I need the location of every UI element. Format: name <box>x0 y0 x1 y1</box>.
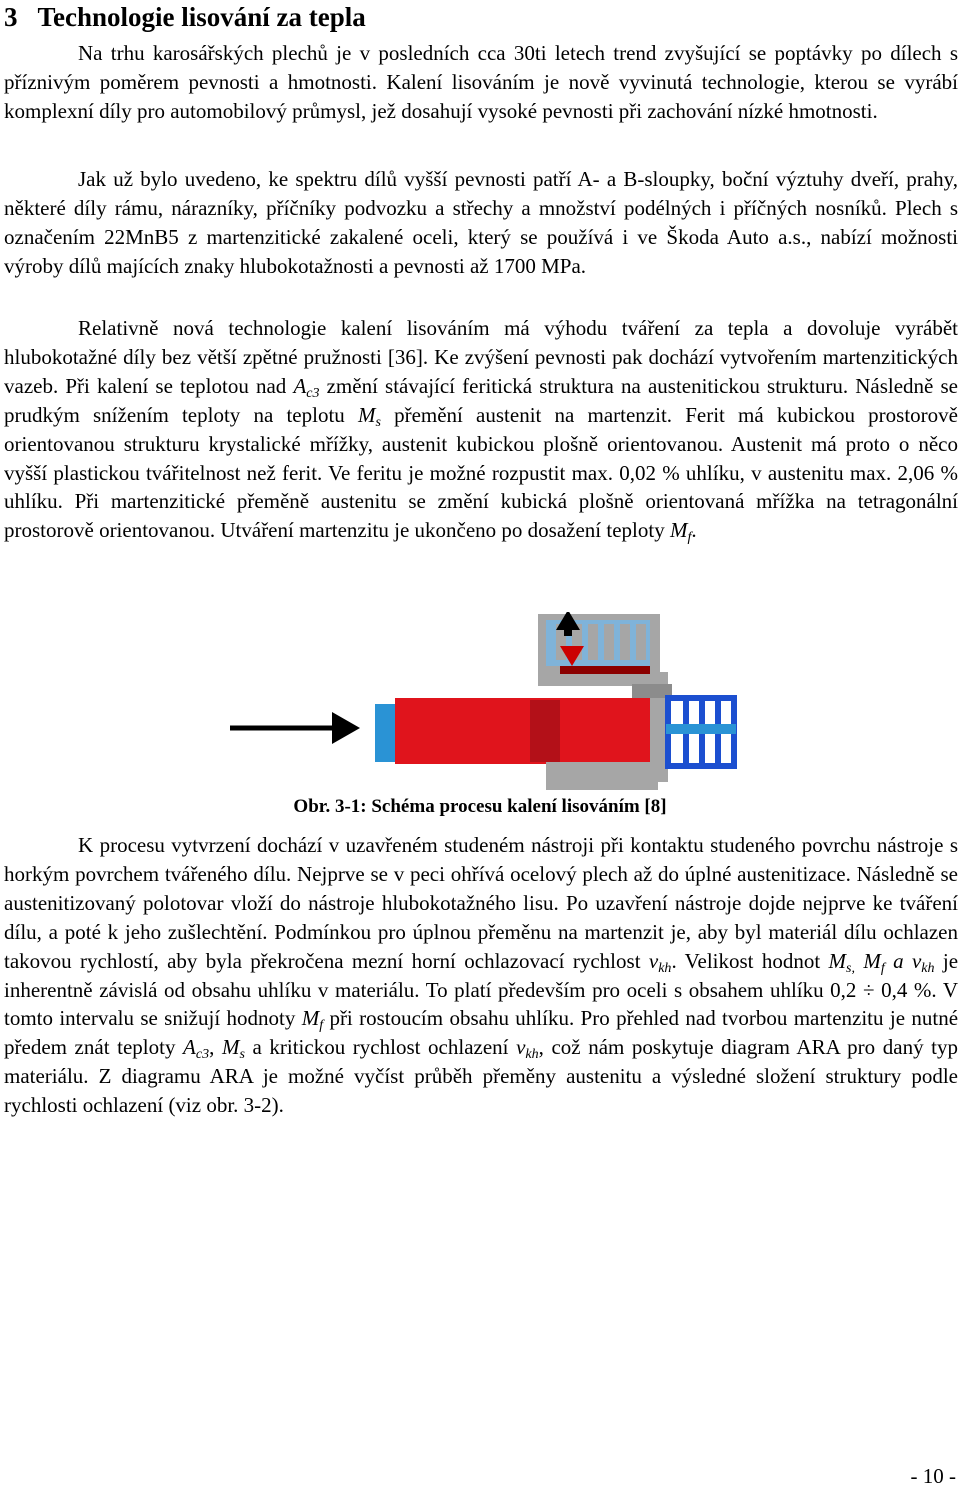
section-heading <box>4 0 366 34</box>
symbol-ms: $M_{s,}$ <box>828 948 855 976</box>
symbol-ac3: $A_{c3}$ <box>293 373 320 401</box>
figure-caption: Obr. 3-1: Schéma procesu kalení lisováním [8] <box>293 796 667 817</box>
paragraph-2: Jak už bylo uvedeno, ke spektru dílů vyšší pevnosti patří A- a B-sloupky, boční výztuhy dveří, prahy, některé díly rámu, nárazníky, příčníky podvozku a střechy a množství podélných i příčných nosníků. Plech s označením 22MnB5 z martenzitické zakalené oceli, který se používá i ve Škoda Auto a.s., nabízí možnosti výroby dílů majících znaky hlubokotažnosti a pevnosti až 1700 MPa. <box>4 167 958 278</box>
hot-stamping-process-figure <box>220 612 740 792</box>
symbol-ms: $M_s$ <box>357 402 381 430</box>
page-number: - 10 - <box>910 1464 956 1488</box>
symbol-ac3: $A_{c3}$ <box>183 1035 210 1063</box>
symbol-vkh: $v_{kh}$ <box>516 1035 539 1063</box>
paragraph-4: K procesu vytvrzení dochází v uzavřeném studeném nástroji při kontaktu studeného povrchu nástroje s horkým povrchem tvářeného dílu. Nejprve se v peci ohřívá ocelový plech až do úplné austenitizace. Následně se austenitizovaný polotovar vloží do nástroje hlubokotažného lisu. Po uzavření nástroje dojde nejprve ke tváření dílu, a poté k jeho zušlechtění. Podmínkou pro úplnou přeměnu na martenzit je, aby byl materiál dílu ochlazen takovou rychlostí, aby byla překročena mezní horní ochlazovací rychlost $v_{kh}$. Velikost hodnot $M_{s,}$ $M_f$ a $v_{kh}$ je inherentně závislá od obsahu uhlíku v materiálu. To platí především pro oceli s obsahem uhlíku 0,2 ÷ 0,4 %. V tomto intervalu se snižují hodnoty $M_f$ při rostoucím obsahu uhlíku. Pro přehled nad tvorbou martenzitu je nutné předem znát teploty $A_{c3}$, $M_s$ a kritickou rychlost ochlazení $v_{kh}$, což nám poskytuje diagram ARA pro daný typ materiálu. Z diagramu ARA je možné vyčíst průběh přeměny austenitu a výsledné složení struktury podle rychlosti ochlazení (viz obr. 3-2). <box>4 833 959 1118</box>
symbol-mf: $M_f$ <box>669 518 692 546</box>
symbol-ms: $M_s$ <box>221 1035 245 1063</box>
arrow-right-icon <box>230 712 360 744</box>
lower-tool <box>546 762 658 790</box>
paragraph-1: Na trhu karosářských plechů je v posledních cca 30ti letech trend zvyšující se poptávky po dílech s příznivým poměrem pevnosti a hmotnosti. Kalení lisováním je nově vyvinutá technologie, kterou se vyrábí komplexní díly pro automobilový průmysl, jež dosahují vysoké pevnosti při zachování nízké hmotnosti. <box>4 41 958 123</box>
formed-part-red <box>560 698 650 766</box>
symbol-vkh: $v_{kh}$ <box>911 948 935 976</box>
section-title: Technologie lisování za tepla <box>37 2 366 32</box>
symbol-mf: $M_f$ <box>301 1006 324 1034</box>
symbol-mf: $M_f$ <box>863 948 885 976</box>
paragraph-3: Relativně nová technologie kalení lisováním má výhodu tváření za tepla a dovoluje vyrábět hlubokotažné díly bez větší zpětné pružnosti [36]. Ke zvýšení pevnosti pak dochází vytvořením martenzitických vazeb. Při kalení se teplotou nad $A_{c3}$ změní stávající feritická struktura na austenitickou strukturu. Následně se prudkým snížením teploty na teplotu $M_s$ přemění austenit na martenzit. Ferit má kubickou prostorově orientovanou strukturu krystalické mřížky, austenit kubickou plošně orientovanou. Austenit má proto o něco vyšší plastickou tvářitelnost než ferit. Ve feritu je možné rozpustit max. 0,02 % uhlíku, v austenitu max. 2,06 % uhlíku. Při martenzitické přeměně austenitu se změní kubická plošně orientovaná mřížka na tetragonální prostorově orientovanou. Utváření martenzitu je ukončeno po dosažení teploty $M_f$. <box>4 316 959 546</box>
section-number: 3 <box>4 2 18 32</box>
symbol-vkh: $v_{kh}$ <box>648 948 672 976</box>
